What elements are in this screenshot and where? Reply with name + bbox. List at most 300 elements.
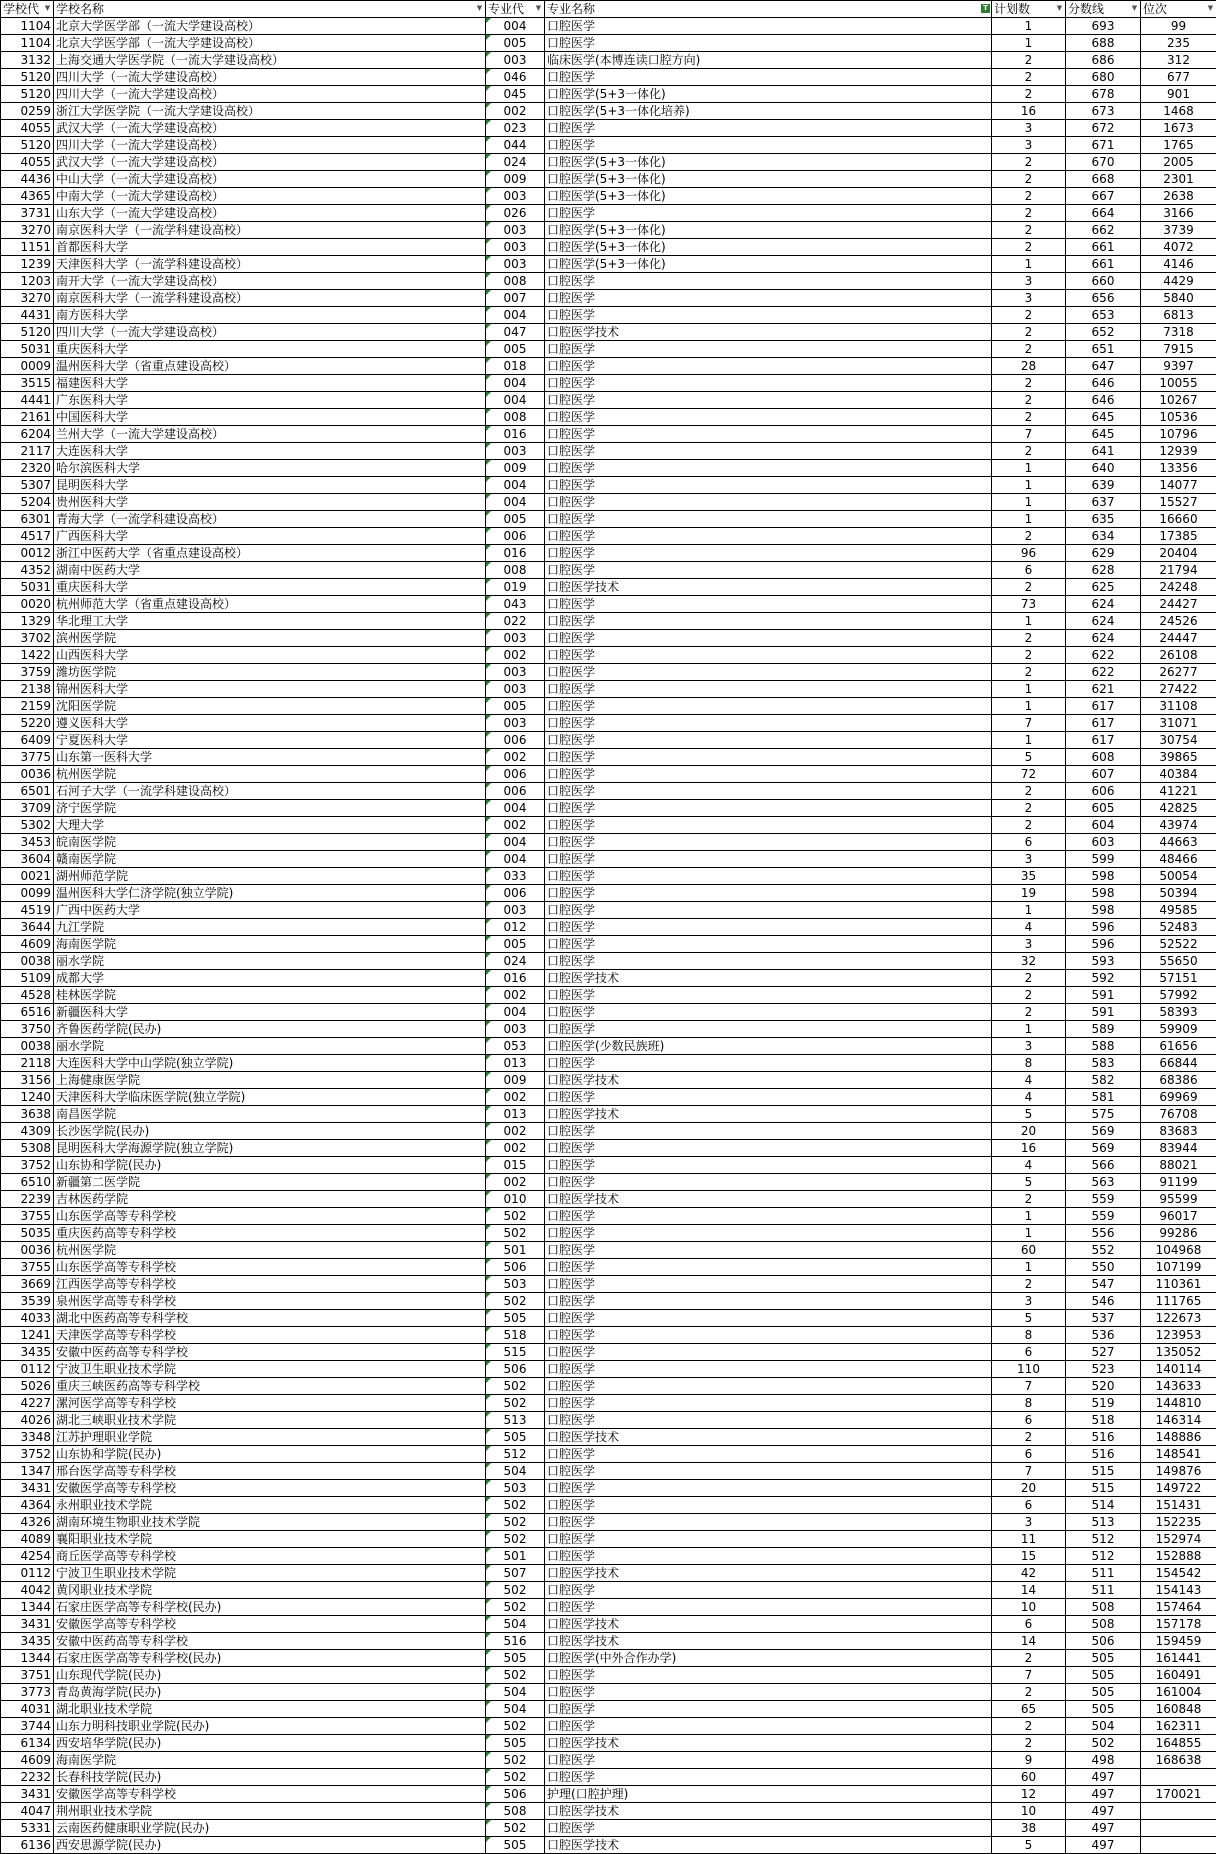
plan-count-cell[interactable]: 1 — [992, 698, 1066, 715]
score-line-cell[interactable]: 505 — [1066, 1684, 1141, 1701]
rank-cell[interactable]: 135052 — [1141, 1344, 1216, 1361]
plan-count-cell[interactable]: 19 — [992, 885, 1066, 902]
rank-cell[interactable]: 6813 — [1141, 307, 1216, 324]
school-name-cell[interactable]: 石家庄医学高等专科学校(民办) — [54, 1599, 486, 1616]
plan-count-cell[interactable]: 6 — [992, 1412, 1066, 1429]
rank-cell[interactable]: 4072 — [1141, 239, 1216, 256]
school-name-cell[interactable]: 武汉大学（一流大学建设高校） — [54, 154, 486, 171]
school-name-cell[interactable]: 丽水学院 — [54, 953, 486, 970]
major-code-cell[interactable]: 005 — [486, 35, 545, 52]
plan-count-cell[interactable]: 2 — [992, 1718, 1066, 1735]
plan-count-cell[interactable]: 1 — [992, 494, 1066, 511]
score-line-cell[interactable]: 672 — [1066, 120, 1141, 137]
school-name-cell[interactable]: 四川大学（一流大学建设高校） — [54, 137, 486, 154]
school-name-cell[interactable]: 海南医学院 — [54, 936, 486, 953]
plan-count-cell[interactable]: 6 — [992, 834, 1066, 851]
major-name-cell[interactable]: 口腔医学技术 — [545, 1803, 992, 1820]
score-line-cell[interactable]: 583 — [1066, 1055, 1141, 1072]
score-line-cell[interactable]: 508 — [1066, 1599, 1141, 1616]
rank-cell[interactable]: 235 — [1141, 35, 1216, 52]
plan-count-cell[interactable]: 2 — [992, 171, 1066, 188]
plan-count-cell[interactable]: 8 — [992, 1055, 1066, 1072]
school-code-cell[interactable]: 0021 — [1, 868, 54, 885]
school-name-cell[interactable]: 上海健康医学院 — [54, 1072, 486, 1089]
rank-cell[interactable]: 161441 — [1141, 1650, 1216, 1667]
school-name-cell[interactable]: 哈尔滨医科大学 — [54, 460, 486, 477]
school-code-cell[interactable]: 3431 — [1, 1480, 54, 1497]
major-code-cell[interactable]: 002 — [486, 647, 545, 664]
plan-count-cell[interactable]: 2 — [992, 800, 1066, 817]
rank-cell[interactable]: 161004 — [1141, 1684, 1216, 1701]
score-line-cell[interactable]: 686 — [1066, 52, 1141, 69]
score-line-cell[interactable]: 512 — [1066, 1531, 1141, 1548]
plan-count-cell[interactable]: 16 — [992, 103, 1066, 120]
rank-cell[interactable]: 123953 — [1141, 1327, 1216, 1344]
plan-count-cell[interactable]: 5 — [992, 1837, 1066, 1854]
plan-count-cell[interactable]: 5 — [992, 1310, 1066, 1327]
major-code-cell[interactable]: 506 — [486, 1361, 545, 1378]
major-code-cell[interactable]: 008 — [486, 562, 545, 579]
rank-cell[interactable]: 154143 — [1141, 1582, 1216, 1599]
rank-cell[interactable]: 99 — [1141, 18, 1216, 35]
rank-cell[interactable]: 2301 — [1141, 171, 1216, 188]
school-code-cell[interactable]: 3773 — [1, 1684, 54, 1701]
score-line-cell[interactable]: 621 — [1066, 681, 1141, 698]
plan-count-cell[interactable]: 6 — [992, 1497, 1066, 1514]
major-code-cell[interactable]: 004 — [486, 392, 545, 409]
school-code-cell[interactable]: 2117 — [1, 443, 54, 460]
plan-count-cell[interactable]: 2 — [992, 1276, 1066, 1293]
school-code-cell[interactable]: 4055 — [1, 154, 54, 171]
major-name-cell[interactable]: 口腔医学 — [545, 1820, 992, 1837]
plan-count-cell[interactable]: 1 — [992, 35, 1066, 52]
major-name-cell[interactable]: 口腔医学 — [545, 1327, 992, 1344]
school-name-cell[interactable]: 湖南环境生物职业技术学院 — [54, 1514, 486, 1531]
school-name-cell[interactable]: 长春科技学院(民办) — [54, 1769, 486, 1786]
score-line-cell[interactable]: 607 — [1066, 766, 1141, 783]
rank-cell[interactable]: 1468 — [1141, 103, 1216, 120]
school-code-cell[interactable]: 5109 — [1, 970, 54, 987]
school-name-cell[interactable]: 济宁医学院 — [54, 800, 486, 817]
school-code-cell[interactable]: 0259 — [1, 103, 54, 120]
school-name-cell[interactable]: 兰州大学（一流大学建设高校） — [54, 426, 486, 443]
major-code-cell[interactable]: 018 — [486, 358, 545, 375]
school-name-cell[interactable]: 安徽中医药高等专科学校 — [54, 1344, 486, 1361]
major-name-cell[interactable]: 口腔医学(5+3一体化) — [545, 222, 992, 239]
major-code-cell[interactable]: 505 — [486, 1310, 545, 1327]
school-name-cell[interactable]: 天津医学高等专科学校 — [54, 1327, 486, 1344]
score-line-cell[interactable]: 511 — [1066, 1565, 1141, 1582]
rank-cell[interactable]: 107199 — [1141, 1259, 1216, 1276]
rank-cell[interactable]: 1673 — [1141, 120, 1216, 137]
school-name-cell[interactable]: 滨州医学院 — [54, 630, 486, 647]
score-line-cell[interactable]: 624 — [1066, 613, 1141, 630]
major-code-cell[interactable]: 015 — [486, 1157, 545, 1174]
score-line-cell[interactable]: 547 — [1066, 1276, 1141, 1293]
school-code-cell[interactable]: 4042 — [1, 1582, 54, 1599]
school-name-cell[interactable]: 石家庄医学高等专科学校(民办) — [54, 1650, 486, 1667]
score-line-cell[interactable]: 552 — [1066, 1242, 1141, 1259]
school-name-cell[interactable]: 中南大学（一流大学建设高校） — [54, 188, 486, 205]
major-name-cell[interactable]: 口腔医学 — [545, 1123, 992, 1140]
rank-cell[interactable]: 91199 — [1141, 1174, 1216, 1191]
plan-count-cell[interactable]: 5 — [992, 1174, 1066, 1191]
plan-count-cell[interactable]: 1 — [992, 1208, 1066, 1225]
school-code-cell[interactable]: 4517 — [1, 528, 54, 545]
rank-cell[interactable]: 144810 — [1141, 1395, 1216, 1412]
rank-cell[interactable]: 50394 — [1141, 885, 1216, 902]
rank-cell[interactable]: 31071 — [1141, 715, 1216, 732]
major-code-cell[interactable]: 026 — [486, 205, 545, 222]
school-name-cell[interactable]: 浙江中医药大学（省重点建设高校） — [54, 545, 486, 562]
plan-count-cell[interactable]: 12 — [992, 1786, 1066, 1803]
school-name-cell[interactable]: 商丘医学高等专科学校 — [54, 1548, 486, 1565]
major-name-cell[interactable]: 口腔医学(5+3一体化) — [545, 171, 992, 188]
major-code-cell[interactable]: 047 — [486, 324, 545, 341]
rank-cell[interactable]: 149722 — [1141, 1480, 1216, 1497]
plan-count-cell[interactable]: 2 — [992, 664, 1066, 681]
school-code-cell[interactable]: 5307 — [1, 477, 54, 494]
major-name-cell[interactable]: 护理(口腔护理) — [545, 1786, 992, 1803]
school-code-cell[interactable]: 3156 — [1, 1072, 54, 1089]
rank-cell[interactable]: 99286 — [1141, 1225, 1216, 1242]
major-code-cell[interactable]: 507 — [486, 1565, 545, 1582]
major-name-cell[interactable]: 口腔医学 — [545, 1157, 992, 1174]
school-code-cell[interactable]: 2159 — [1, 698, 54, 715]
rank-cell[interactable]: 110361 — [1141, 1276, 1216, 1293]
score-line-cell[interactable]: 656 — [1066, 290, 1141, 307]
school-name-cell[interactable]: 山东医学高等专科学校 — [54, 1259, 486, 1276]
rank-cell[interactable]: 312 — [1141, 52, 1216, 69]
plan-count-cell[interactable]: 2 — [992, 188, 1066, 205]
plan-count-cell[interactable]: 2 — [992, 86, 1066, 103]
school-code-cell[interactable]: 4609 — [1, 936, 54, 953]
major-name-cell[interactable]: 口腔医学 — [545, 443, 992, 460]
school-name-cell[interactable]: 桂林医学院 — [54, 987, 486, 1004]
major-name-cell[interactable]: 口腔医学 — [545, 1276, 992, 1293]
school-code-cell[interactable]: 4436 — [1, 171, 54, 188]
score-line-cell[interactable]: 514 — [1066, 1497, 1141, 1514]
major-name-cell[interactable]: 口腔医学 — [545, 426, 992, 443]
plan-count-cell[interactable]: 9 — [992, 1752, 1066, 1769]
plan-count-cell[interactable]: 2 — [992, 52, 1066, 69]
major-code-cell[interactable]: 002 — [486, 987, 545, 1004]
school-code-cell[interactable]: 3638 — [1, 1106, 54, 1123]
plan-count-cell[interactable]: 14 — [992, 1582, 1066, 1599]
school-code-cell[interactable]: 3750 — [1, 1021, 54, 1038]
school-code-cell[interactable]: 1203 — [1, 273, 54, 290]
school-name-cell[interactable]: 重庆医科大学 — [54, 579, 486, 596]
score-line-cell[interactable]: 505 — [1066, 1650, 1141, 1667]
major-code-cell[interactable]: 501 — [486, 1242, 545, 1259]
plan-count-cell[interactable]: 3 — [992, 851, 1066, 868]
rank-cell[interactable]: 149876 — [1141, 1463, 1216, 1480]
filter-dropdown-icon[interactable]: ▼ — [1207, 4, 1214, 12]
school-code-cell[interactable]: 4055 — [1, 120, 54, 137]
major-code-cell[interactable]: 502 — [486, 1667, 545, 1684]
school-code-cell[interactable]: 4352 — [1, 562, 54, 579]
school-name-cell[interactable]: 浙江大学医学院（一流大学建设高校） — [54, 103, 486, 120]
school-code-cell[interactable]: 3435 — [1, 1344, 54, 1361]
major-name-cell[interactable]: 口腔医学 — [545, 766, 992, 783]
score-line-cell[interactable]: 546 — [1066, 1293, 1141, 1310]
rank-cell[interactable]: 111765 — [1141, 1293, 1216, 1310]
school-code-cell[interactable]: 1104 — [1, 18, 54, 35]
score-line-cell[interactable]: 628 — [1066, 562, 1141, 579]
school-name-cell[interactable]: 遵义医科大学 — [54, 715, 486, 732]
school-code-cell[interactable]: 0012 — [1, 545, 54, 562]
school-code-cell[interactable]: 1344 — [1, 1650, 54, 1667]
major-name-cell[interactable]: 口腔医学 — [545, 1021, 992, 1038]
school-name-cell[interactable]: 泉州医学高等专科学校 — [54, 1293, 486, 1310]
major-code-cell[interactable]: 502 — [486, 1599, 545, 1616]
major-name-cell[interactable]: 口腔医学 — [545, 698, 992, 715]
rank-cell[interactable]: 677 — [1141, 69, 1216, 86]
rank-cell[interactable]: 160491 — [1141, 1667, 1216, 1684]
plan-count-cell[interactable]: 1 — [992, 1225, 1066, 1242]
major-name-cell[interactable]: 口腔医学 — [545, 1752, 992, 1769]
school-name-cell[interactable]: 首都医科大学 — [54, 239, 486, 256]
plan-count-cell[interactable]: 2 — [992, 1684, 1066, 1701]
major-name-cell[interactable]: 口腔医学 — [545, 1497, 992, 1514]
major-name-cell[interactable]: 口腔医学 — [545, 545, 992, 562]
school-name-cell[interactable]: 大连医科大学中山学院(独立学院) — [54, 1055, 486, 1072]
school-name-cell[interactable]: 华北理工大学 — [54, 613, 486, 630]
score-line-cell[interactable]: 598 — [1066, 868, 1141, 885]
school-name-cell[interactable]: 四川大学（一流大学建设高校） — [54, 324, 486, 341]
major-name-cell[interactable]: 口腔医学(5+3一体化) — [545, 188, 992, 205]
school-name-cell[interactable]: 昆明医科大学 — [54, 477, 486, 494]
plan-count-cell[interactable]: 42 — [992, 1565, 1066, 1582]
major-code-cell[interactable]: 502 — [486, 1395, 545, 1412]
plan-count-cell[interactable]: 7 — [992, 426, 1066, 443]
score-line-cell[interactable]: 635 — [1066, 511, 1141, 528]
rank-cell[interactable]: 10796 — [1141, 426, 1216, 443]
major-name-cell[interactable]: 口腔医学 — [545, 1667, 992, 1684]
school-code-cell[interactable]: 0099 — [1, 885, 54, 902]
major-code-cell[interactable]: 502 — [486, 1497, 545, 1514]
school-name-cell[interactable]: 温州医科大学（省重点建设高校） — [54, 358, 486, 375]
major-code-cell[interactable]: 002 — [486, 749, 545, 766]
school-code-cell[interactable]: 5035 — [1, 1225, 54, 1242]
major-name-cell[interactable]: 口腔医学 — [545, 936, 992, 953]
school-code-cell[interactable]: 5031 — [1, 579, 54, 596]
school-code-cell[interactable]: 3669 — [1, 1276, 54, 1293]
plan-count-cell[interactable]: 1 — [992, 681, 1066, 698]
major-name-cell[interactable]: 口腔医学(5+3一体化) — [545, 86, 992, 103]
major-code-cell[interactable]: 502 — [486, 1752, 545, 1769]
school-code-cell[interactable]: 3755 — [1, 1208, 54, 1225]
score-line-cell[interactable]: 591 — [1066, 1004, 1141, 1021]
score-line-cell[interactable]: 497 — [1066, 1786, 1141, 1803]
school-code-cell[interactable]: 3759 — [1, 664, 54, 681]
plan-count-cell[interactable]: 10 — [992, 1803, 1066, 1820]
school-code-cell[interactable]: 2320 — [1, 460, 54, 477]
rank-cell[interactable]: 5840 — [1141, 290, 1216, 307]
rank-cell[interactable] — [1141, 1803, 1216, 1820]
major-code-cell[interactable]: 508 — [486, 1803, 545, 1820]
school-name-cell[interactable]: 新疆第二医学院 — [54, 1174, 486, 1191]
major-name-cell[interactable]: 口腔医学技术 — [545, 1633, 992, 1650]
major-name-cell[interactable]: 口腔医学 — [545, 647, 992, 664]
plan-count-cell[interactable]: 3 — [992, 1514, 1066, 1531]
major-code-cell[interactable]: 501 — [486, 1548, 545, 1565]
school-code-cell[interactable]: 6510 — [1, 1174, 54, 1191]
rank-cell[interactable]: 152888 — [1141, 1548, 1216, 1565]
plan-count-cell[interactable]: 1 — [992, 18, 1066, 35]
major-name-cell[interactable]: 口腔医学 — [545, 987, 992, 1004]
rank-cell[interactable]: 10267 — [1141, 392, 1216, 409]
school-name-cell[interactable]: 南开大学（一流大学建设高校） — [54, 273, 486, 290]
score-line-cell[interactable]: 668 — [1066, 171, 1141, 188]
major-code-cell[interactable]: 502 — [486, 1582, 545, 1599]
school-name-cell[interactable]: 安徽医学高等专科学校 — [54, 1616, 486, 1633]
filter-dropdown-icon[interactable]: ▼ — [44, 4, 51, 12]
school-name-cell[interactable]: 南昌医学院 — [54, 1106, 486, 1123]
major-name-cell[interactable]: 口腔医学(少数民族班) — [545, 1038, 992, 1055]
major-name-cell[interactable]: 口腔医学 — [545, 1174, 992, 1191]
school-name-cell[interactable]: 中国医科大学 — [54, 409, 486, 426]
score-line-cell[interactable]: 592 — [1066, 970, 1141, 987]
score-line-cell[interactable]: 622 — [1066, 664, 1141, 681]
major-name-cell[interactable]: 口腔医学(5+3一体化) — [545, 154, 992, 171]
major-code-cell[interactable]: 002 — [486, 1174, 545, 1191]
major-code-cell[interactable]: 003 — [486, 681, 545, 698]
major-code-cell[interactable]: 013 — [486, 1106, 545, 1123]
school-code-cell[interactable]: 1347 — [1, 1463, 54, 1480]
rank-cell[interactable]: 95599 — [1141, 1191, 1216, 1208]
rank-cell[interactable]: 140114 — [1141, 1361, 1216, 1378]
major-code-cell[interactable]: 023 — [486, 120, 545, 137]
score-line-cell[interactable]: 537 — [1066, 1310, 1141, 1327]
score-line-cell[interactable]: 523 — [1066, 1361, 1141, 1378]
rank-cell[interactable]: 2638 — [1141, 188, 1216, 205]
major-code-cell[interactable]: 033 — [486, 868, 545, 885]
major-code-cell[interactable]: 009 — [486, 171, 545, 188]
school-name-cell[interactable]: 山东医学高等专科学校 — [54, 1208, 486, 1225]
school-code-cell[interactable]: 3755 — [1, 1259, 54, 1276]
rank-cell[interactable] — [1141, 1837, 1216, 1854]
filter-active-icon[interactable]: T — [981, 4, 990, 13]
major-name-cell[interactable]: 口腔医学 — [545, 562, 992, 579]
major-name-cell[interactable]: 口腔医学 — [545, 1089, 992, 1106]
rank-cell[interactable]: 55650 — [1141, 953, 1216, 970]
score-line-cell[interactable]: 606 — [1066, 783, 1141, 800]
major-code-cell[interactable]: 006 — [486, 732, 545, 749]
school-code-cell[interactable]: 1239 — [1, 256, 54, 273]
score-line-cell[interactable]: 603 — [1066, 834, 1141, 851]
major-name-cell[interactable]: 口腔医学技术 — [545, 1191, 992, 1208]
major-name-cell[interactable]: 口腔医学 — [545, 1412, 992, 1429]
plan-count-cell[interactable]: 2 — [992, 579, 1066, 596]
plan-count-cell[interactable]: 2 — [992, 630, 1066, 647]
score-line-cell[interactable]: 497 — [1066, 1803, 1141, 1820]
plan-count-cell[interactable]: 1 — [992, 732, 1066, 749]
plan-count-cell[interactable]: 60 — [992, 1769, 1066, 1786]
major-code-cell[interactable]: 502 — [486, 1531, 545, 1548]
major-name-cell[interactable]: 口腔医学 — [545, 800, 992, 817]
rank-cell[interactable]: 68386 — [1141, 1072, 1216, 1089]
major-code-cell[interactable]: 004 — [486, 800, 545, 817]
filter-dropdown-icon[interactable]: ▼ — [535, 4, 542, 12]
school-name-cell[interactable]: 中山大学（一流大学建设高校） — [54, 171, 486, 188]
rank-cell[interactable]: 24447 — [1141, 630, 1216, 647]
major-code-cell[interactable]: 003 — [486, 630, 545, 647]
school-code-cell[interactable]: 5302 — [1, 817, 54, 834]
major-code-cell[interactable]: 512 — [486, 1446, 545, 1463]
school-code-cell[interactable]: 3702 — [1, 630, 54, 647]
plan-count-cell[interactable]: 2 — [992, 528, 1066, 545]
score-line-cell[interactable]: 662 — [1066, 222, 1141, 239]
score-line-cell[interactable]: 646 — [1066, 375, 1141, 392]
major-name-cell[interactable]: 口腔医学技术 — [545, 1106, 992, 1123]
major-name-cell[interactable]: 口腔医学 — [545, 1514, 992, 1531]
plan-count-cell[interactable]: 4 — [992, 1157, 1066, 1174]
school-name-cell[interactable]: 广东医科大学 — [54, 392, 486, 409]
plan-count-cell[interactable]: 2 — [992, 392, 1066, 409]
score-line-cell[interactable]: 604 — [1066, 817, 1141, 834]
major-code-cell[interactable]: 016 — [486, 426, 545, 443]
major-code-cell[interactable]: 003 — [486, 1021, 545, 1038]
major-code-cell[interactable]: 022 — [486, 613, 545, 630]
major-code-cell[interactable]: 024 — [486, 953, 545, 970]
rank-cell[interactable]: 39865 — [1141, 749, 1216, 766]
rank-cell[interactable]: 159459 — [1141, 1633, 1216, 1650]
major-name-cell[interactable]: 口腔医学 — [545, 1242, 992, 1259]
school-name-cell[interactable]: 山西医科大学 — [54, 647, 486, 664]
school-name-cell[interactable]: 石河子大学（一流学科建设高校） — [54, 783, 486, 800]
school-code-cell[interactable]: 4089 — [1, 1531, 54, 1548]
score-line-cell[interactable]: 559 — [1066, 1191, 1141, 1208]
school-code-cell[interactable]: 4047 — [1, 1803, 54, 1820]
major-name-cell[interactable]: 口腔医学技术 — [545, 970, 992, 987]
filter-dropdown-icon[interactable]: ▼ — [1131, 4, 1138, 12]
plan-count-cell[interactable]: 2 — [992, 1650, 1066, 1667]
major-name-cell[interactable]: 口腔医学技术 — [545, 1429, 992, 1446]
school-name-cell[interactable]: 锦州医科大学 — [54, 681, 486, 698]
rank-cell[interactable]: 83944 — [1141, 1140, 1216, 1157]
plan-count-cell[interactable]: 1 — [992, 477, 1066, 494]
plan-count-cell[interactable]: 10 — [992, 1599, 1066, 1616]
major-code-cell[interactable]: 504 — [486, 1684, 545, 1701]
major-code-cell[interactable]: 518 — [486, 1327, 545, 1344]
plan-count-cell[interactable]: 2 — [992, 647, 1066, 664]
school-name-cell[interactable]: 潍坊医学院 — [54, 664, 486, 681]
score-line-cell[interactable]: 506 — [1066, 1633, 1141, 1650]
school-code-cell[interactable]: 4519 — [1, 902, 54, 919]
plan-count-cell[interactable]: 14 — [992, 1633, 1066, 1650]
score-line-cell[interactable]: 641 — [1066, 443, 1141, 460]
school-name-cell[interactable]: 永州职业技术学院 — [54, 1497, 486, 1514]
school-name-cell[interactable]: 丽水学院 — [54, 1038, 486, 1055]
major-name-cell[interactable]: 口腔医学 — [545, 1004, 992, 1021]
major-name-cell[interactable]: 口腔医学 — [545, 1684, 992, 1701]
score-line-cell[interactable]: 605 — [1066, 800, 1141, 817]
rank-cell[interactable]: 24526 — [1141, 613, 1216, 630]
school-code-cell[interactable]: 3644 — [1, 919, 54, 936]
rank-cell[interactable]: 48466 — [1141, 851, 1216, 868]
major-code-cell[interactable]: 004 — [486, 851, 545, 868]
rank-cell[interactable]: 7318 — [1141, 324, 1216, 341]
school-name-cell[interactable]: 北京大学医学部（一流大学建设高校） — [54, 18, 486, 35]
rank-cell[interactable]: 7915 — [1141, 341, 1216, 358]
score-line-cell[interactable]: 664 — [1066, 205, 1141, 222]
score-line-cell[interactable]: 520 — [1066, 1378, 1141, 1395]
major-name-cell[interactable]: 口腔医学 — [545, 783, 992, 800]
major-code-cell[interactable]: 004 — [486, 494, 545, 511]
rank-cell[interactable]: 26108 — [1141, 647, 1216, 664]
score-line-cell[interactable]: 513 — [1066, 1514, 1141, 1531]
